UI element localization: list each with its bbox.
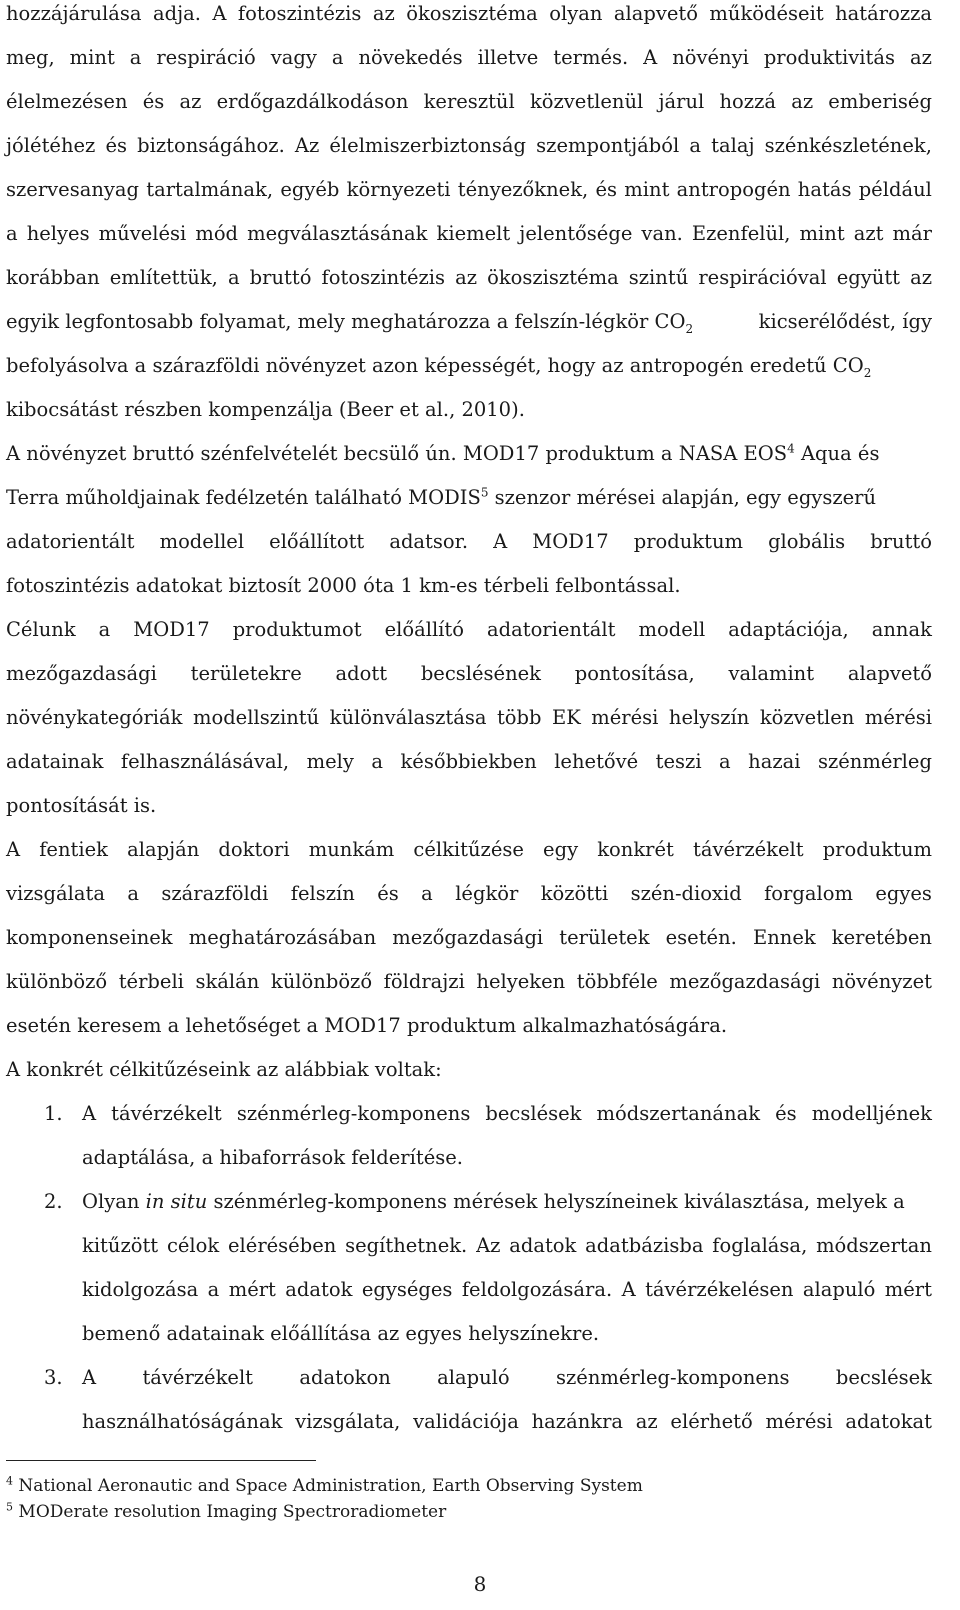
footnote: $^5$ MODerate resolution Imaging Spectroradiometer bbox=[6, 1500, 447, 1522]
list-item-line: bemenő adatainak előállítása az egyes helyszínekre. bbox=[82, 1322, 600, 1345]
list-number: 2. bbox=[44, 1190, 63, 1213]
text-line: adatainak felhasználásával, mely a későbbiekben lehetővé teszi a hazai szénmérleg bbox=[6, 750, 932, 773]
text-line: pontosítását is. bbox=[6, 794, 157, 817]
text-line: A konkrét célkitűzéseink az alábbiak voltak: bbox=[6, 1058, 442, 1081]
list-number: 1. bbox=[44, 1102, 63, 1125]
text-line: meg, mint a respiráció vagy a növekedés illetve termés. A növényi produktivitás az bbox=[6, 46, 932, 69]
text-line: szervesanyag tartalmának, egyéb környezeti tényezőknek, és mint antropogén hatás például bbox=[6, 178, 932, 201]
footnote-separator bbox=[6, 1460, 316, 1461]
text-line: a helyes művelési mód megválasztásának kiemelt jelentősége van. Ezenfelül, mint azt már bbox=[6, 222, 932, 245]
text-line: vizsgálata a szárazföldi felszín és a légkör közötti szén-dioxid forgalom egyes bbox=[6, 882, 932, 905]
text-line-co2: egyik legfontosabb folyamat, mely meghatározza a felszín-légkör $CO_2$ kicserélődést, így bbox=[6, 310, 932, 336]
text-line: Célunk a MOD17 produktumot előállító adatorientált modell adaptációja, annak bbox=[6, 618, 932, 641]
list-item-line: kidolgozása a mért adatok egységes feldolgozására. A távérzékelésen alapuló mért bbox=[82, 1278, 932, 1301]
list-number: 3. bbox=[44, 1366, 63, 1389]
list-item-line: A távérzékelt szénmérleg-komponens becslések módszertanának és modelljének bbox=[82, 1102, 932, 1125]
text-line: komponenseinek meghatározásában mezőgazdasági területek esetén. Ennek keretében bbox=[6, 926, 932, 949]
list-item-line: használhatóságának vizsgálata, validációja hazánkra az elérhető mérési adatokat bbox=[82, 1410, 932, 1433]
text-line: kibocsátást részben kompenzálja (Beer et al., 2010). bbox=[6, 398, 525, 421]
text-line-eos: A növényzet bruttó szénfelvételét becsülő ún. MOD17 produktum a NASA EOS$^4$ Aqua és bbox=[6, 441, 880, 465]
list-item-line-insitu: Olyan in situ szénmérleg-komponens mérések helyszíneinek kiválasztása, melyek a bbox=[82, 1190, 905, 1213]
text-line: jólétéhez és biztonságához. Az élelmiszerbiztonság szempontjából a talaj szénkészletének, bbox=[6, 134, 932, 157]
text-line: hozzájárulása adja. A fotoszintézis az ökoszisztéma olyan alapvető működéseit határozza bbox=[6, 2, 932, 25]
text-line-modis: Terra műholdjainak fedélzetén található MODIS$^5$ szenzor mérései alapján, egy egyszerű bbox=[6, 485, 877, 509]
text-line: mezőgazdasági területekre adott becslésének pontosítása, valamint alapvető bbox=[6, 662, 932, 685]
text-line: növénykategóriák modellszintű különválasztása több EK mérési helyszín közvetlen mérési bbox=[6, 706, 932, 729]
list-item-line: A távérzékelt adatokon alapuló szénmérleg-komponens becslések bbox=[82, 1366, 932, 1389]
footnote: $^4$ National Aeronautic and Space Administration, Earth Observing System bbox=[6, 1474, 643, 1496]
text-line: adatorientált modellel előállított adatsor. A MOD17 produktum globális bruttó bbox=[6, 530, 932, 553]
list-item-line: kitűzött célok elérésében segíthetnek. Az adatok adatbázisba foglalása, módszertan bbox=[82, 1234, 932, 1257]
list-item-line: adaptálása, a hibaforrások felderítése. bbox=[82, 1146, 463, 1169]
text-line: élelmezésen és az erdőgazdálkodáson keresztül közvetlenül járul hozzá az emberiség bbox=[6, 90, 932, 113]
text-line: különböző térbeli skálán különböző földrajzi helyeken többféle mezőgazdasági növényzet bbox=[6, 970, 932, 993]
text-line: fotoszintézis adatokat biztosít 2000 óta 1 km-es térbeli felbontással. bbox=[6, 574, 681, 597]
text-line-co2-2: befolyásolva a szárazföldi növényzet azon képességét, hogy az antropogén eredetű $CO_2$ bbox=[6, 354, 872, 380]
page-number: 8 bbox=[473, 1572, 487, 1596]
text-line: esetén keresem a lehetőséget a MOD17 produktum alkalmazhatóságára. bbox=[6, 1014, 728, 1037]
text-line: korábban említettük, a bruttó fotoszintézis az ökoszisztéma szintű respirációval együtt az bbox=[6, 266, 932, 289]
text-line: A fentiek alapján doktori munkám célkitűzése egy konkrét távérzékelt produktum bbox=[6, 838, 932, 861]
